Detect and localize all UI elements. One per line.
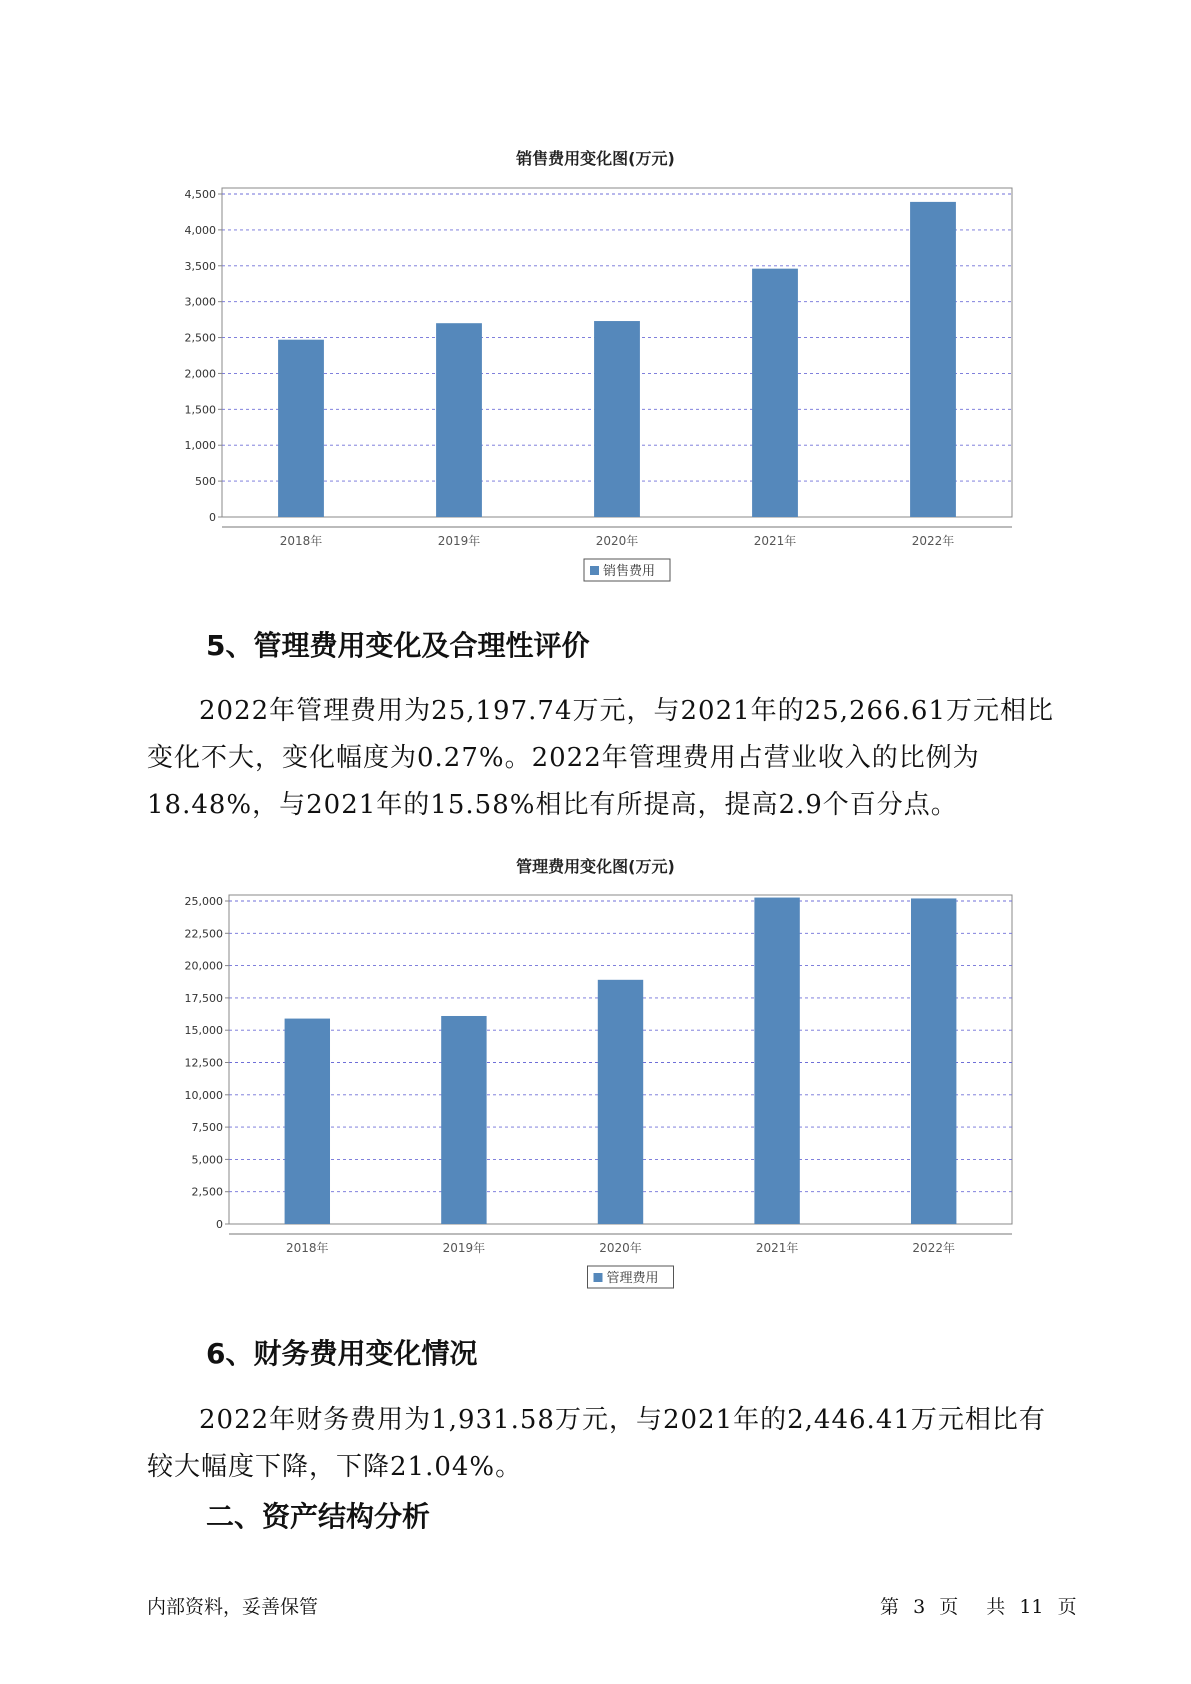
finance-expense-paragraph: 2022年财务费用为1,931.58万元，与2021年的2,446.41万元相比有较大幅度下降，下降21.04%。 [147, 1405, 1046, 1482]
x-tick-label: 2018年 [286, 1241, 329, 1255]
footer-page-number [880, 1592, 1077, 1619]
footer-confidential-note: 内部资料，妥善保管 [147, 1596, 319, 1618]
x-tick-label: 2020年 [599, 1241, 642, 1255]
bar-2022年 [910, 202, 956, 517]
x-tick-label: 2022年 [911, 534, 955, 548]
y-tick-label: 25,000 [184, 895, 223, 908]
legend-label: 管理费用 [606, 1271, 659, 1286]
x-tick-label: 2019年 [442, 1241, 486, 1255]
y-tick-label: 2,500 [191, 1185, 223, 1199]
admin-chart-title: 管理费用变化图(万元) [516, 857, 675, 876]
y-tick-label: 3,000 [184, 295, 216, 309]
y-tick-label: 7,500 [191, 1121, 223, 1135]
finance-expense-heading: 6、财务费用变化情况 [206, 1337, 478, 1370]
y-tick-label: 20,000 [184, 959, 223, 973]
bar-2019年 [441, 1016, 486, 1224]
x-tick-label: 2019年 [437, 534, 481, 548]
legend-label: 销售费用 [603, 564, 656, 579]
bar-2021年 [754, 898, 799, 1224]
bar-2021年 [752, 269, 798, 517]
y-tick-label: 12,500 [184, 1056, 223, 1070]
y-tick-label: 1,500 [184, 403, 216, 417]
bar-2022年 [911, 898, 956, 1224]
y-tick-label: 10,000 [184, 1088, 223, 1102]
admin-expense-heading: 5、管理费用变化及合理性评价 [206, 629, 590, 662]
y-tick-label: 3,500 [184, 259, 216, 273]
y-tick-label: 15,000 [184, 1024, 223, 1038]
x-tick-label: 2021年 [755, 1241, 799, 1255]
asset-structure-heading: 二、资产结构分析 [206, 1500, 431, 1533]
x-tick-label: 2018年 [279, 534, 323, 548]
sales-expense-chart [0, 170, 1191, 590]
y-tick-label: 17,500 [184, 991, 223, 1005]
admin-expense-paragraph: 2022年管理费用为25,197.74万元，与2021年的25,266.61万元相比变化不大，变化幅度为0.27%。2022年管理费用占营业收入的比例为18.48%，与2021年的15.58%相比有所提高，提高2.9个百分点。 [147, 696, 1054, 820]
page-prefix: 第 [880, 1596, 900, 1618]
y-tick-label: 2,000 [184, 367, 216, 381]
y-tick-label: 500 [195, 475, 216, 489]
y-tick-label: 22,500 [184, 927, 223, 941]
y-tick-label: 2,500 [184, 331, 216, 345]
legend-swatch [590, 566, 599, 575]
bar-2018年 [285, 1019, 330, 1224]
page-current: 3 [913, 1596, 926, 1618]
x-tick-label: 2022年 [912, 1241, 955, 1255]
y-tick-label: 5,000 [191, 1153, 223, 1167]
legend-swatch [594, 1273, 603, 1282]
x-tick-label: 2020年 [595, 534, 639, 548]
bar-2018年 [278, 340, 324, 517]
page-word: 页 [939, 1596, 959, 1618]
x-tick-label: 2021年 [753, 534, 797, 548]
y-tick-label: 4,500 [184, 188, 216, 201]
sales-chart-title: 销售费用变化图(万元) [516, 149, 675, 168]
page-total: 11 [1019, 1596, 1044, 1618]
total-word: 页 [1057, 1596, 1077, 1618]
bar-2020年 [594, 321, 640, 517]
bar-2019年 [436, 323, 482, 517]
y-tick-label: 1,000 [184, 439, 216, 453]
y-tick-label: 0 [216, 1218, 223, 1231]
y-tick-label: 0 [209, 511, 216, 524]
bar-2020年 [598, 980, 643, 1224]
admin-expense-chart [0, 880, 1191, 1300]
y-tick-label: 4,000 [184, 223, 216, 237]
total-prefix: 共 [986, 1596, 1006, 1618]
